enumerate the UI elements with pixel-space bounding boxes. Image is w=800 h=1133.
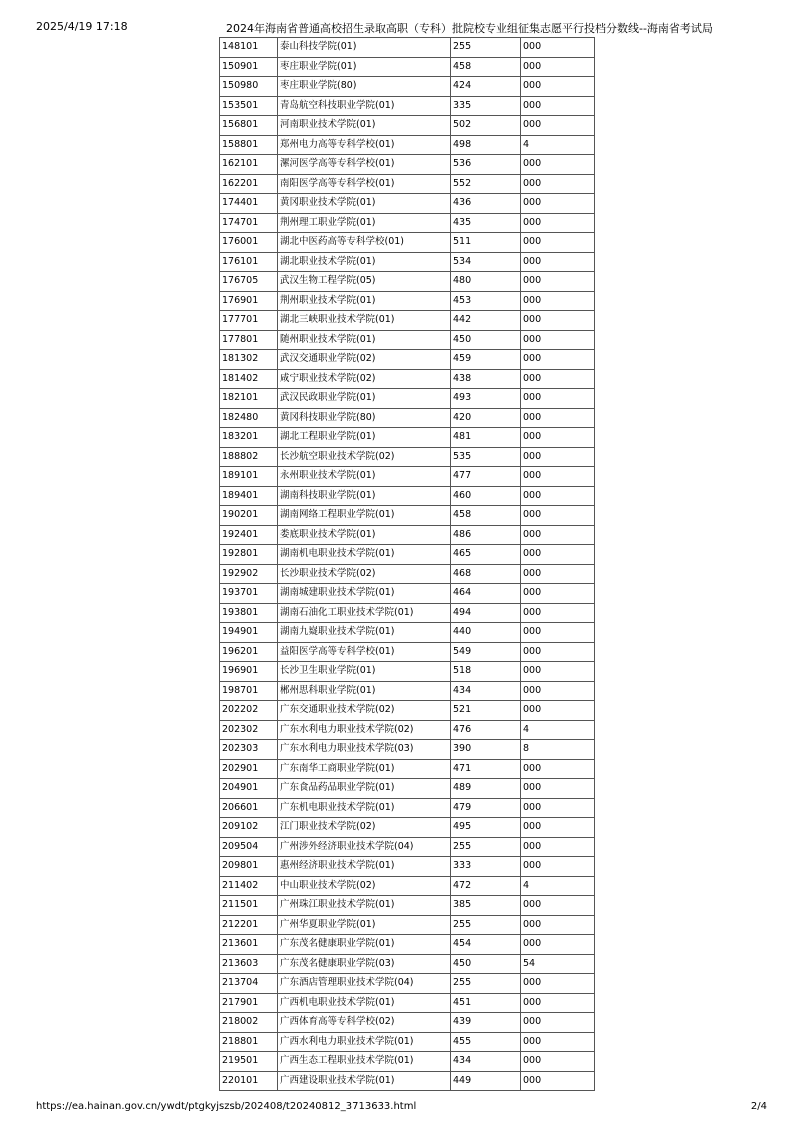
school-group-cell: 广东南华工商职业学院(01): [278, 759, 451, 779]
school-group-cell: 湖北职业技术学院(01): [278, 252, 451, 272]
group-code-cell: 206601: [220, 798, 278, 818]
rank-cell: 000: [521, 486, 595, 506]
group-code-cell: 196901: [220, 662, 278, 682]
school-group-cell: 广东水利电力职业技术学院(02): [278, 720, 451, 740]
group-code-cell: 211402: [220, 876, 278, 896]
rank-cell: 000: [521, 330, 595, 350]
school-group-cell: 郴州思科职业学院(01): [278, 681, 451, 701]
table-row: [220, 935, 595, 955]
rank-cell: 54: [521, 954, 595, 974]
school-group-cell: 广东食品药品职业学院(01): [278, 779, 451, 799]
school-group-cell: 河南职业技术学院(01): [278, 116, 451, 136]
table-row: [220, 155, 595, 175]
table-row: [220, 330, 595, 350]
group-code-cell: 192401: [220, 525, 278, 545]
group-code-cell: 189101: [220, 467, 278, 487]
school-group-cell: 随州职业技术学院(01): [278, 330, 451, 350]
table-row: [220, 408, 595, 428]
page-number: 2/4: [750, 1101, 767, 1112]
rank-cell: 000: [521, 272, 595, 292]
table-row: [220, 759, 595, 779]
rank-cell: 000: [521, 974, 595, 994]
group-code-cell: 183201: [220, 428, 278, 448]
group-code-cell: 213603: [220, 954, 278, 974]
min-score-cell: 476: [451, 720, 521, 740]
school-group-cell: 荆州职业技术学院(01): [278, 291, 451, 311]
table-row: [220, 428, 595, 448]
rank-cell: 000: [521, 681, 595, 701]
school-group-cell: 湖北工程职业学院(01): [278, 428, 451, 448]
rank-cell: 000: [521, 369, 595, 389]
table-row: [220, 311, 595, 331]
table-row: [220, 38, 595, 58]
min-score-cell: 535: [451, 447, 521, 467]
rank-cell: 000: [521, 155, 595, 175]
table-row: [220, 350, 595, 370]
table-row: [220, 1013, 595, 1033]
school-group-cell: 湖南城建职业技术学院(01): [278, 584, 451, 604]
table-body: [220, 38, 595, 1091]
rank-cell: 000: [521, 662, 595, 682]
min-score-cell: 460: [451, 486, 521, 506]
group-code-cell: 158801: [220, 135, 278, 155]
rank-cell: 4: [521, 876, 595, 896]
table-row: [220, 116, 595, 136]
table-row: [220, 213, 595, 233]
rank-cell: 000: [521, 77, 595, 97]
table-row: [220, 857, 595, 877]
school-group-cell: 娄底职业技术学院(01): [278, 525, 451, 545]
rank-cell: 000: [521, 564, 595, 584]
rank-cell: 000: [521, 252, 595, 272]
min-score-cell: 511: [451, 233, 521, 253]
min-score-cell: 436: [451, 194, 521, 214]
school-group-cell: 广西体育高等专科学校(02): [278, 1013, 451, 1033]
group-code-cell: 198701: [220, 681, 278, 701]
group-code-cell: 177701: [220, 311, 278, 331]
rank-cell: 000: [521, 623, 595, 643]
min-score-cell: 449: [451, 1071, 521, 1091]
rank-cell: 8: [521, 740, 595, 760]
rank-cell: 000: [521, 915, 595, 935]
min-score-cell: 255: [451, 974, 521, 994]
rank-cell: 000: [521, 233, 595, 253]
min-score-cell: 468: [451, 564, 521, 584]
school-group-cell: 广西生态工程职业技术学院(01): [278, 1052, 451, 1072]
table-row: [220, 642, 595, 662]
table-row: [220, 525, 595, 545]
school-group-cell: 广东交通职业技术学院(02): [278, 701, 451, 721]
school-group-cell: 广西机电职业技术学院(01): [278, 993, 451, 1013]
rank-cell: 000: [521, 993, 595, 1013]
table-row: [220, 506, 595, 526]
min-score-cell: 471: [451, 759, 521, 779]
school-group-cell: 广州珠江职业技术学院(01): [278, 896, 451, 916]
rank-cell: 4: [521, 135, 595, 155]
group-code-cell: 192902: [220, 564, 278, 584]
school-group-cell: 湖南机电职业技术学院(01): [278, 545, 451, 565]
min-score-cell: 458: [451, 57, 521, 77]
table-row: [220, 837, 595, 857]
table-row: [220, 447, 595, 467]
min-score-cell: 442: [451, 311, 521, 331]
min-score-cell: 477: [451, 467, 521, 487]
group-code-cell: 196201: [220, 642, 278, 662]
min-score-cell: 453: [451, 291, 521, 311]
school-group-cell: 黄冈职业技术学院(01): [278, 194, 451, 214]
school-group-cell: 武汉民政职业学院(01): [278, 389, 451, 409]
min-score-cell: 518: [451, 662, 521, 682]
school-group-cell: 广西水利电力职业技术学院(01): [278, 1032, 451, 1052]
rank-cell: 000: [521, 96, 595, 116]
school-group-cell: 湖南科技职业学院(01): [278, 486, 451, 506]
min-score-cell: 465: [451, 545, 521, 565]
table-row: [220, 564, 595, 584]
min-score-cell: 454: [451, 935, 521, 955]
group-code-cell: 192801: [220, 545, 278, 565]
rank-cell: 000: [521, 350, 595, 370]
min-score-cell: 455: [451, 1032, 521, 1052]
min-score-cell: 493: [451, 389, 521, 409]
rank-cell: 000: [521, 759, 595, 779]
group-code-cell: 202202: [220, 701, 278, 721]
table-row: [220, 818, 595, 838]
school-group-cell: 中山职业技术学院(02): [278, 876, 451, 896]
rank-cell: 000: [521, 896, 595, 916]
school-group-cell: 江门职业技术学院(02): [278, 818, 451, 838]
min-score-cell: 495: [451, 818, 521, 838]
table-row: [220, 974, 595, 994]
table-row: [220, 96, 595, 116]
table-row: [220, 876, 595, 896]
min-score-cell: 481: [451, 428, 521, 448]
group-code-cell: 176001: [220, 233, 278, 253]
rank-cell: 000: [521, 584, 595, 604]
table-row: [220, 584, 595, 604]
school-group-cell: 广东机电职业技术学院(01): [278, 798, 451, 818]
group-code-cell: 153501: [220, 96, 278, 116]
group-code-cell: 218801: [220, 1032, 278, 1052]
school-group-cell: 湖北中医药高等专科学校(01): [278, 233, 451, 253]
table-row: [220, 369, 595, 389]
group-code-cell: 220101: [220, 1071, 278, 1091]
min-score-cell: 459: [451, 350, 521, 370]
group-code-cell: 174701: [220, 213, 278, 233]
table-row: [220, 896, 595, 916]
school-group-cell: 湖南九嶷职业技术学院(01): [278, 623, 451, 643]
school-group-cell: 惠州经济职业技术学院(01): [278, 857, 451, 877]
min-score-cell: 435: [451, 213, 521, 233]
rank-cell: 000: [521, 389, 595, 409]
min-score-cell: 333: [451, 857, 521, 877]
rank-cell: 000: [521, 798, 595, 818]
min-score-cell: 451: [451, 993, 521, 1013]
group-code-cell: 150980: [220, 77, 278, 97]
min-score-cell: 472: [451, 876, 521, 896]
group-code-cell: 177801: [220, 330, 278, 350]
rank-cell: 000: [521, 467, 595, 487]
rank-cell: 000: [521, 837, 595, 857]
group-code-cell: 209801: [220, 857, 278, 877]
min-score-cell: 534: [451, 252, 521, 272]
rank-cell: 000: [521, 194, 595, 214]
table-row: [220, 701, 595, 721]
school-group-cell: 广东酒店管理职业技术学院(04): [278, 974, 451, 994]
group-code-cell: 176705: [220, 272, 278, 292]
table-row: [220, 545, 595, 565]
min-score-cell: 486: [451, 525, 521, 545]
rank-cell: 000: [521, 408, 595, 428]
group-code-cell: 148101: [220, 38, 278, 58]
table-row: [220, 954, 595, 974]
table-row: [220, 779, 595, 799]
min-score-cell: 424: [451, 77, 521, 97]
table-row: [220, 603, 595, 623]
rank-cell: 000: [521, 1052, 595, 1072]
school-group-cell: 长沙航空职业技术学院(02): [278, 447, 451, 467]
min-score-cell: 390: [451, 740, 521, 760]
min-score-cell: 489: [451, 779, 521, 799]
table-row: [220, 681, 595, 701]
rank-cell: 000: [521, 1032, 595, 1052]
school-group-cell: 武汉交通职业学院(02): [278, 350, 451, 370]
group-code-cell: 204901: [220, 779, 278, 799]
table-row: [220, 291, 595, 311]
table-row: [220, 135, 595, 155]
admission-score-table: [219, 37, 595, 1091]
rank-cell: 000: [521, 116, 595, 136]
school-group-cell: 广州涉外经济职业技术学院(04): [278, 837, 451, 857]
min-score-cell: 438: [451, 369, 521, 389]
rank-cell: 000: [521, 1013, 595, 1033]
rank-cell: 000: [521, 779, 595, 799]
min-score-cell: 385: [451, 896, 521, 916]
rank-cell: 000: [521, 174, 595, 194]
table-row: [220, 798, 595, 818]
min-score-cell: 450: [451, 330, 521, 350]
school-group-cell: 郑州电力高等专科学校(01): [278, 135, 451, 155]
school-group-cell: 泰山科技学院(01): [278, 38, 451, 58]
table-row: [220, 174, 595, 194]
min-score-cell: 434: [451, 681, 521, 701]
group-code-cell: 189401: [220, 486, 278, 506]
table-row: [220, 740, 595, 760]
min-score-cell: 434: [451, 1052, 521, 1072]
table-row: [220, 623, 595, 643]
group-code-cell: 202302: [220, 720, 278, 740]
group-code-cell: 182480: [220, 408, 278, 428]
school-group-cell: 湖北三峡职业技术学院(01): [278, 311, 451, 331]
table-row: [220, 57, 595, 77]
rank-cell: 000: [521, 213, 595, 233]
group-code-cell: 217901: [220, 993, 278, 1013]
rank-cell: 000: [521, 447, 595, 467]
min-score-cell: 480: [451, 272, 521, 292]
group-code-cell: 193801: [220, 603, 278, 623]
school-group-cell: 荆州理工职业学院(01): [278, 213, 451, 233]
school-group-cell: 广州华夏职业学院(01): [278, 915, 451, 935]
group-code-cell: 176901: [220, 291, 278, 311]
school-group-cell: 黄冈科技职业学院(80): [278, 408, 451, 428]
group-code-cell: 194901: [220, 623, 278, 643]
group-code-cell: 193701: [220, 584, 278, 604]
table-row: [220, 467, 595, 487]
rank-cell: 000: [521, 603, 595, 623]
min-score-cell: 494: [451, 603, 521, 623]
school-group-cell: 广西建设职业技术学院(01): [278, 1071, 451, 1091]
rank-cell: 000: [521, 545, 595, 565]
group-code-cell: 213704: [220, 974, 278, 994]
rank-cell: 000: [521, 506, 595, 526]
table-row: [220, 1052, 595, 1072]
group-code-cell: 213601: [220, 935, 278, 955]
group-code-cell: 212201: [220, 915, 278, 935]
school-group-cell: 湖南网络工程职业学院(01): [278, 506, 451, 526]
school-group-cell: 广东茂名健康职业学院(03): [278, 954, 451, 974]
school-group-cell: 湖南石油化工职业技术学院(01): [278, 603, 451, 623]
table-row: [220, 1071, 595, 1091]
rank-cell: 4: [521, 720, 595, 740]
min-score-cell: 255: [451, 915, 521, 935]
group-code-cell: 209504: [220, 837, 278, 857]
table-row: [220, 252, 595, 272]
min-score-cell: 521: [451, 701, 521, 721]
group-code-cell: 181402: [220, 369, 278, 389]
school-group-cell: 广东水利电力职业技术学院(03): [278, 740, 451, 760]
min-score-cell: 439: [451, 1013, 521, 1033]
page-title: 2024年海南省普通高校招生录取高职（专科）批院校专业组征集志愿平行投档分数线--海南省考试局: [226, 22, 713, 35]
min-score-cell: 420: [451, 408, 521, 428]
group-code-cell: 150901: [220, 57, 278, 77]
group-code-cell: 174401: [220, 194, 278, 214]
rank-cell: 000: [521, 935, 595, 955]
group-code-cell: 156801: [220, 116, 278, 136]
rank-cell: 000: [521, 57, 595, 77]
school-group-cell: 武汉生物工程学院(05): [278, 272, 451, 292]
print-timestamp: 2025/4/19 17:18: [36, 20, 128, 33]
group-code-cell: 190201: [220, 506, 278, 526]
rank-cell: 000: [521, 428, 595, 448]
school-group-cell: 青岛航空科技职业学院(01): [278, 96, 451, 116]
min-score-cell: 536: [451, 155, 521, 175]
group-code-cell: 202901: [220, 759, 278, 779]
table-row: [220, 993, 595, 1013]
min-score-cell: 502: [451, 116, 521, 136]
group-code-cell: 181302: [220, 350, 278, 370]
group-code-cell: 218002: [220, 1013, 278, 1033]
school-group-cell: 漯河医学高等专科学校(01): [278, 155, 451, 175]
school-group-cell: 广东茂名健康职业学院(01): [278, 935, 451, 955]
school-group-cell: 益阳医学高等专科学校(01): [278, 642, 451, 662]
group-code-cell: 162201: [220, 174, 278, 194]
rank-cell: 000: [521, 525, 595, 545]
table-row: [220, 233, 595, 253]
page-url: https://ea.hainan.gov.cn/ywdt/ptgkyjszsb/202408/t20240812_3713633.html: [36, 1101, 417, 1112]
rank-cell: 000: [521, 311, 595, 331]
group-code-cell: 209102: [220, 818, 278, 838]
min-score-cell: 498: [451, 135, 521, 155]
school-group-cell: 永州职业技术学院(01): [278, 467, 451, 487]
table-row: [220, 915, 595, 935]
min-score-cell: 450: [451, 954, 521, 974]
min-score-cell: 552: [451, 174, 521, 194]
rank-cell: 000: [521, 818, 595, 838]
min-score-cell: 255: [451, 837, 521, 857]
school-group-cell: 枣庄职业学院(80): [278, 77, 451, 97]
group-code-cell: 176101: [220, 252, 278, 272]
min-score-cell: 464: [451, 584, 521, 604]
min-score-cell: 458: [451, 506, 521, 526]
table-row: [220, 77, 595, 97]
min-score-cell: 255: [451, 38, 521, 58]
school-group-cell: 咸宁职业技术学院(02): [278, 369, 451, 389]
group-code-cell: 219501: [220, 1052, 278, 1072]
rank-cell: 000: [521, 857, 595, 877]
group-code-cell: 162101: [220, 155, 278, 175]
school-group-cell: 南阳医学高等专科学校(01): [278, 174, 451, 194]
table-row: [220, 662, 595, 682]
rank-cell: 000: [521, 701, 595, 721]
group-code-cell: 202303: [220, 740, 278, 760]
rank-cell: 000: [521, 291, 595, 311]
school-group-cell: 枣庄职业学院(01): [278, 57, 451, 77]
group-code-cell: 211501: [220, 896, 278, 916]
min-score-cell: 335: [451, 96, 521, 116]
school-group-cell: 长沙职业技术学院(02): [278, 564, 451, 584]
group-code-cell: 188802: [220, 447, 278, 467]
rank-cell: 000: [521, 642, 595, 662]
min-score-cell: 549: [451, 642, 521, 662]
table-row: [220, 486, 595, 506]
school-group-cell: 长沙卫生职业学院(01): [278, 662, 451, 682]
table-row: [220, 720, 595, 740]
table-row: [220, 1032, 595, 1052]
min-score-cell: 479: [451, 798, 521, 818]
rank-cell: 000: [521, 1071, 595, 1091]
rank-cell: 000: [521, 38, 595, 58]
min-score-cell: 440: [451, 623, 521, 643]
group-code-cell: 182101: [220, 389, 278, 409]
table-row: [220, 194, 595, 214]
table-row: [220, 389, 595, 409]
table-row: [220, 272, 595, 292]
